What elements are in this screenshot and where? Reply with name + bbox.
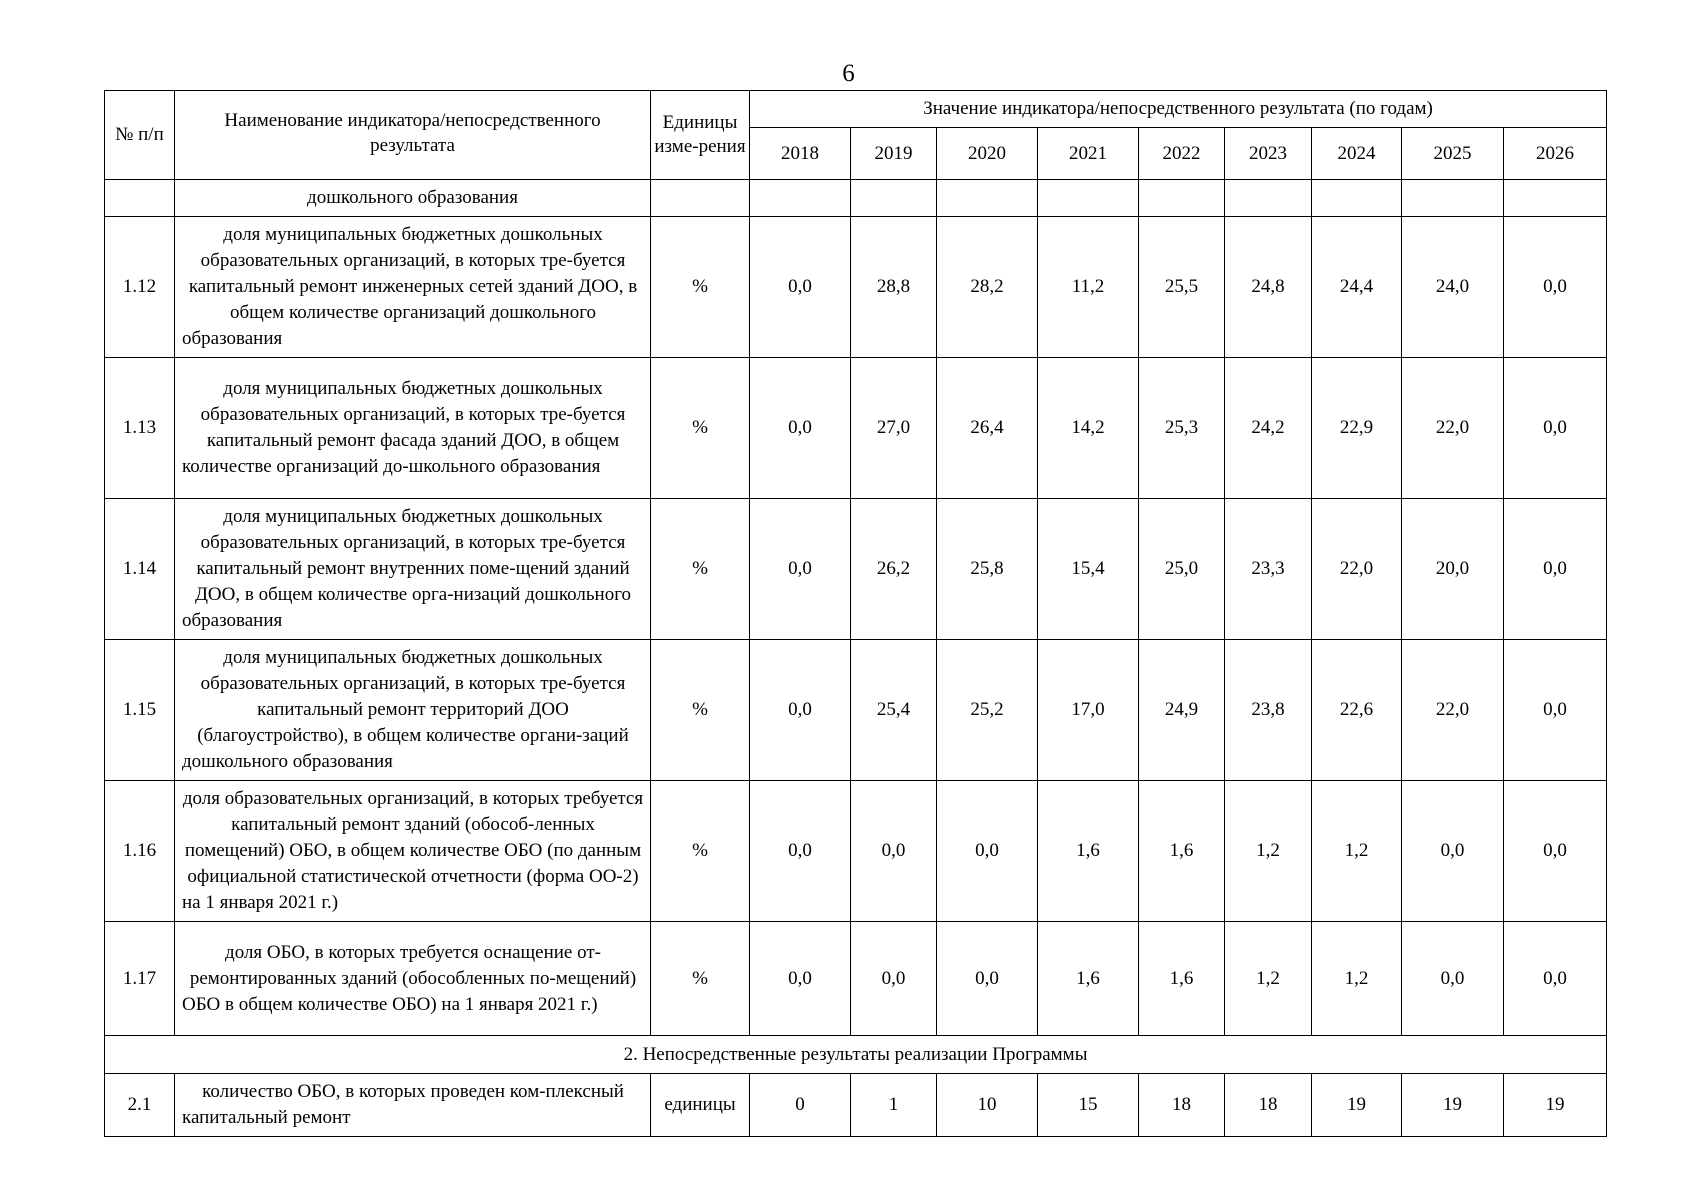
table-row: [105, 922, 1607, 1036]
value-cell: 14,2: [1038, 358, 1139, 499]
value-cell: [1402, 180, 1504, 217]
value-cell: 0,0: [750, 922, 851, 1036]
row-unit: %: [651, 358, 750, 499]
value-cell: 1,6: [1139, 781, 1225, 922]
header-year: 2021: [1038, 128, 1139, 180]
value-cell: 0,0: [1504, 358, 1607, 499]
header-year: 2025: [1402, 128, 1504, 180]
value-cell: [1038, 180, 1139, 217]
value-cell: 1,2: [1225, 781, 1312, 922]
row-name: доля муниципальных бюджетных дошкольных образовательных организаций, в которых тре-буется капитальный ремонт территорий ДОО (благоустройство), в общем количестве органи-заций дошкольного образования: [175, 640, 651, 781]
header-year: 2022: [1139, 128, 1225, 180]
row-num: 1.15: [105, 640, 175, 781]
value-cell: 1,6: [1038, 922, 1139, 1036]
value-cell: 24,4: [1312, 217, 1402, 358]
value-cell: 0,0: [1504, 922, 1607, 1036]
row-num: 1.17: [105, 922, 175, 1036]
header-year: 2026: [1504, 128, 1607, 180]
value-cell: 0,0: [750, 499, 851, 640]
value-cell: 23,3: [1225, 499, 1312, 640]
value-cell: 28,2: [937, 217, 1038, 358]
value-cell: 0,0: [851, 922, 937, 1036]
value-cell: 25,5: [1139, 217, 1225, 358]
row-num: 2.1: [105, 1074, 175, 1137]
row-name: доля муниципальных бюджетных дошкольных образовательных организаций, в которых тре-буется капитальный ремонт фасада зданий ДОО, в общем количестве организаций до-школьного образования: [175, 358, 651, 499]
value-cell: 0: [750, 1074, 851, 1137]
value-cell: 1,2: [1312, 781, 1402, 922]
value-cell: 22,0: [1402, 358, 1504, 499]
value-cell: 25,0: [1139, 499, 1225, 640]
row-name: количество ОБО, в которых проведен ком-плексный капитальный ремонт: [175, 1074, 651, 1137]
value-cell: [1225, 180, 1312, 217]
value-cell: [1504, 180, 1607, 217]
value-cell: 18: [1139, 1074, 1225, 1137]
value-cell: 10: [937, 1074, 1038, 1137]
value-cell: 24,2: [1225, 358, 1312, 499]
table-row: [105, 1074, 1607, 1137]
row-unit: %: [651, 499, 750, 640]
row-name: доля муниципальных бюджетных дошкольных образовательных организаций, в которых тре-буется капитальный ремонт инженерных сетей зданий ДОО, в общем количестве организаций дошкольного образования: [175, 217, 651, 358]
header-year: 2018: [750, 128, 851, 180]
header-year: 2019: [851, 128, 937, 180]
value-cell: 1,2: [1312, 922, 1402, 1036]
row-num: 1.14: [105, 499, 175, 640]
row-unit: [651, 180, 750, 217]
value-cell: 25,8: [937, 499, 1038, 640]
value-cell: 1,6: [1038, 781, 1139, 922]
value-cell: 0,0: [1504, 781, 1607, 922]
page-number: 6: [842, 60, 855, 87]
value-cell: [1312, 180, 1402, 217]
table-row: [105, 781, 1607, 922]
value-cell: 0,0: [1402, 922, 1504, 1036]
section-title: 2. Непосредственные результаты реализации Программы: [105, 1036, 1607, 1074]
value-cell: 22,0: [1312, 499, 1402, 640]
value-cell: 27,0: [851, 358, 937, 499]
value-cell: [750, 180, 851, 217]
value-cell: 22,0: [1402, 640, 1504, 781]
value-cell: 1,2: [1225, 922, 1312, 1036]
table-row: [105, 217, 1607, 358]
row-unit: %: [651, 781, 750, 922]
row-name: дошкольного образования: [175, 180, 651, 217]
value-cell: 17,0: [1038, 640, 1139, 781]
table-row: [105, 640, 1607, 781]
value-cell: 25,3: [1139, 358, 1225, 499]
row-num: [105, 180, 175, 217]
value-cell: [937, 180, 1038, 217]
value-cell: [1139, 180, 1225, 217]
value-cell: 23,8: [1225, 640, 1312, 781]
value-cell: 0,0: [937, 922, 1038, 1036]
value-cell: 18: [1225, 1074, 1312, 1137]
row-num: 1.12: [105, 217, 175, 358]
value-cell: 0,0: [1504, 640, 1607, 781]
value-cell: 25,4: [851, 640, 937, 781]
value-cell: 22,9: [1312, 358, 1402, 499]
row-unit: %: [651, 640, 750, 781]
row-num: 1.13: [105, 358, 175, 499]
section-row: [105, 1036, 1607, 1074]
value-cell: 0,0: [750, 640, 851, 781]
table-row: [105, 499, 1607, 640]
continuation-row: [105, 180, 1607, 217]
header-year: 2020: [937, 128, 1038, 180]
value-cell: 20,0: [1402, 499, 1504, 640]
value-cell: 26,2: [851, 499, 937, 640]
row-unit: единицы: [651, 1074, 750, 1137]
value-cell: 0,0: [750, 781, 851, 922]
value-cell: 26,4: [937, 358, 1038, 499]
indicators-table: [104, 90, 1607, 1137]
value-cell: 28,8: [851, 217, 937, 358]
header-year: 2023: [1225, 128, 1312, 180]
value-cell: 19: [1504, 1074, 1607, 1137]
value-cell: 0,0: [1504, 217, 1607, 358]
value-cell: 25,2: [937, 640, 1038, 781]
row-name: доля ОБО, в которых требуется оснащение от-ремонтированных зданий (обособленных по-мещений) ОБО в общем количестве ОБО) на 1 января 2021 г.): [175, 922, 651, 1036]
value-cell: 22,6: [1312, 640, 1402, 781]
row-unit: %: [651, 217, 750, 358]
value-cell: 0,0: [750, 358, 851, 499]
value-cell: 0,0: [851, 781, 937, 922]
row-num: 1.16: [105, 781, 175, 922]
value-cell: 19: [1402, 1074, 1504, 1137]
value-cell: 0,0: [750, 217, 851, 358]
table-row: [105, 358, 1607, 499]
value-cell: 1,6: [1139, 922, 1225, 1036]
value-cell: 19: [1312, 1074, 1402, 1137]
value-cell: 0,0: [1504, 499, 1607, 640]
header-year: 2024: [1312, 128, 1402, 180]
value-cell: 0,0: [937, 781, 1038, 922]
value-cell: [851, 180, 937, 217]
header-num: № п/п: [105, 91, 175, 180]
header-values: Значение индикатора/непосредственного результата (по годам): [750, 91, 1607, 128]
value-cell: 0,0: [1402, 781, 1504, 922]
value-cell: 1: [851, 1074, 937, 1137]
row-unit: %: [651, 922, 750, 1036]
value-cell: 24,9: [1139, 640, 1225, 781]
value-cell: 11,2: [1038, 217, 1139, 358]
row-name: доля муниципальных бюджетных дошкольных образовательных организаций, в которых тре-буется капитальный ремонт внутренних поме-щений зданий ДОО, в общем количестве орга-низаций дошкольного образования: [175, 499, 651, 640]
value-cell: 24,8: [1225, 217, 1312, 358]
header-unit: Единицы изме-рения: [651, 91, 750, 180]
value-cell: 24,0: [1402, 217, 1504, 358]
value-cell: 15,4: [1038, 499, 1139, 640]
header-name: Наименование индикатора/непосредственного результата: [175, 91, 651, 180]
value-cell: 15: [1038, 1074, 1139, 1137]
row-name: доля образовательных организаций, в которых требуется капитальный ремонт зданий (обособ-ленных помещений) ОБО, в общем количестве ОБО (по данным официальной статистической отчетности (форма ОО-2) на 1 января 2021 г.): [175, 781, 651, 922]
table-header: [105, 91, 1607, 180]
